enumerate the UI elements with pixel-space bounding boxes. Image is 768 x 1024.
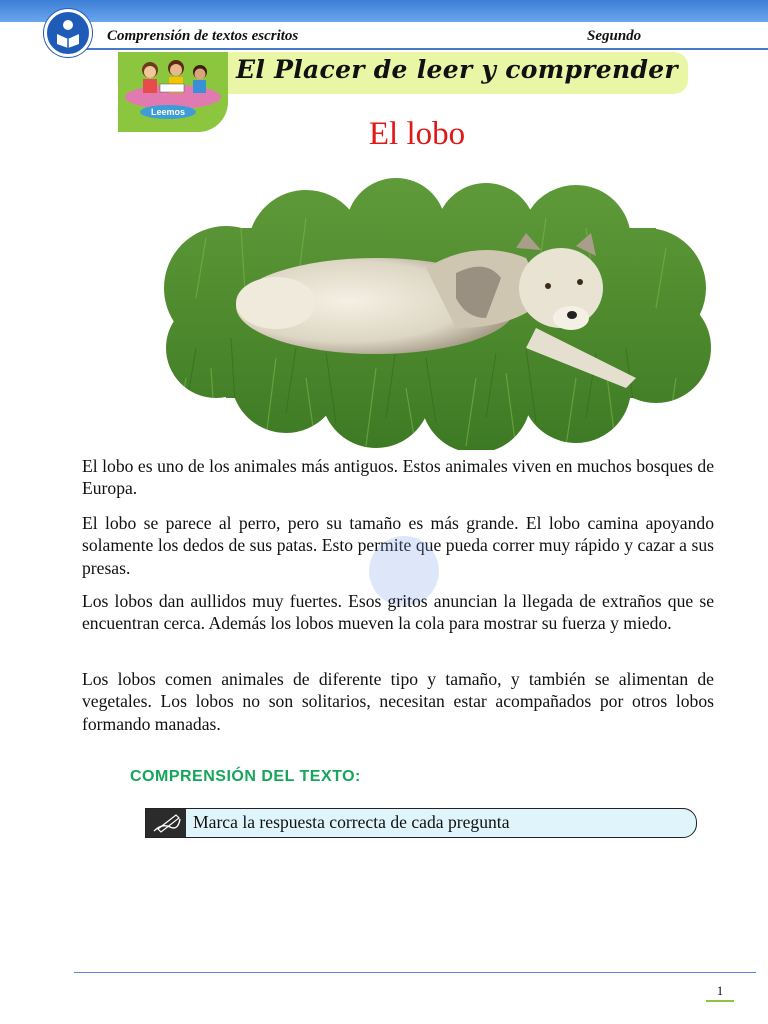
banner-title: El Placer de leer y comprender — [236, 55, 678, 84]
header-divider — [70, 48, 768, 50]
header-grade: Segundo — [587, 28, 642, 44]
reading-book-icon — [44, 9, 92, 57]
comprehension-heading: COMPRENSIÓN DEL TEXTO: — [130, 768, 361, 785]
instruction-text: Marca la respuesta correcta de cada pregunta — [193, 812, 510, 832]
page-number: 1 — [706, 982, 734, 1002]
paragraph-3: Los lobos dan aullidos muy fuertes. Esos gritos anuncian la llegada de extraños que se encuentran cerca. Además los lobos mueven la cola para mostrar su fuerza y miedo. — [82, 591, 714, 634]
header-band — [0, 0, 768, 22]
paragraph-2: El lobo se parece al perro, pero su tamaño es más grande. El lobo camina apoyando solamente los dedos de sus patas. Esto permite que pueda correr muy rápido y cazar a sus presas. — [82, 513, 714, 578]
paragraph-1: El lobo es uno de los animales más antiguos. Estos animales viven en muchos bosques de Europa. — [82, 456, 714, 499]
badge-label: Leemos — [140, 105, 196, 119]
wolf-photo — [156, 178, 714, 455]
header-subject: Comprensión de textos escritos — [107, 28, 299, 44]
page-title: El lobo — [368, 116, 466, 152]
footer-divider — [74, 972, 756, 973]
pencil-writing-icon — [146, 809, 186, 837]
paragraph-4: Los lobos comen animales de diferente tipo y tamaño, y también se alimentan de vegetales. Los lobos no son solitarios, necesitan estar acompañados por otros lobos formando manadas. — [82, 669, 714, 734]
